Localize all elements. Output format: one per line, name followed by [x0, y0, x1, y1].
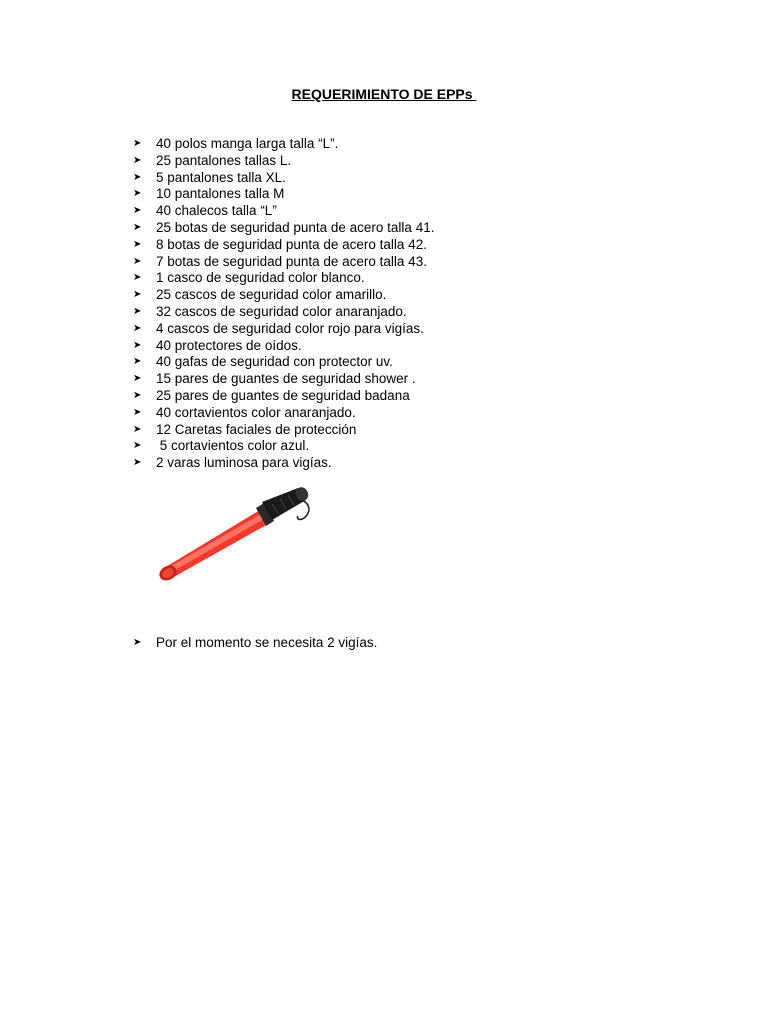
list-item — [133, 270, 434, 287]
list-item-text: 32 cascos de seguridad color anaranjado. — [156, 303, 407, 319]
list-item — [133, 186, 434, 203]
list-item-text: 15 pares de guantes de seguridad shower . — [156, 371, 416, 387]
bullet-arrow-icon — [133, 371, 156, 388]
list-item-text: 5 cortavientos color azul. — [156, 438, 310, 454]
list-item-text: 25 pantalones tallas L. — [156, 152, 292, 168]
list-item — [133, 438, 434, 455]
bullet-arrow-icon — [133, 338, 156, 355]
list-item — [133, 304, 434, 321]
list-item-text: 25 pares de guantes de seguridad badana — [156, 387, 410, 403]
list-item-text: 40 chalecos talla “L” — [156, 203, 277, 219]
bullet-arrow-icon — [133, 270, 156, 287]
list-item — [133, 136, 434, 153]
bullet-arrow-icon — [133, 405, 156, 422]
list-item — [133, 455, 434, 472]
list-item — [133, 405, 434, 422]
bullet-arrow-icon — [133, 220, 156, 237]
list-item-text: 25 cascos de seguridad color amarillo. — [156, 287, 387, 303]
list-item-text: 1 casco de seguridad color blanco. — [156, 270, 365, 286]
list-item-text: 12 Caretas faciales de protección — [156, 421, 357, 437]
list-item — [133, 220, 434, 237]
list-item — [133, 237, 434, 254]
note-text: Por el momento se necesita 2 vigías. — [156, 635, 378, 650]
list-item — [133, 388, 434, 405]
list-item — [133, 634, 377, 652]
list-item — [133, 422, 434, 439]
bullet-arrow-icon — [133, 203, 156, 220]
bullet-arrow-icon — [133, 455, 156, 472]
list-item-text: 40 polos manga larga talla “L”. — [156, 136, 339, 151]
list-item-text: 40 protectores de oídos. — [156, 337, 302, 353]
list-item-text: 7 botas de seguridad punta de acero talla 43. — [156, 253, 427, 269]
bullet-arrow-icon — [133, 237, 156, 254]
list-item — [133, 254, 434, 271]
bullet-arrow-icon — [133, 438, 156, 455]
list-item-text: 8 botas de seguridad punta de acero talla 42. — [156, 236, 427, 252]
list-item-text: 5 pantalones talla XL. — [156, 169, 286, 185]
list-item-text: 40 gafas de seguridad con protector uv. — [156, 354, 393, 370]
list-item — [133, 338, 434, 355]
page-title: REQUERIMIENTO DE EPPs — [291, 86, 477, 102]
list-item — [133, 354, 434, 371]
list-item-text: 10 pantalones talla M — [156, 186, 285, 202]
list-item — [133, 170, 434, 187]
bullet-arrow-icon — [133, 635, 156, 652]
bullet-arrow-icon — [133, 170, 156, 187]
list-item — [133, 153, 434, 170]
bullet-arrow-icon — [133, 304, 156, 321]
bullet-arrow-icon — [133, 254, 156, 271]
list-item-text: 25 botas de seguridad punta de acero talla 41. — [156, 219, 435, 235]
bullet-arrow-icon — [133, 354, 156, 371]
bullet-arrow-icon — [133, 422, 156, 439]
list-item-text: 40 cortavientos color anaranjado. — [156, 404, 356, 420]
requirements-list — [133, 136, 434, 472]
bullet-arrow-icon — [133, 136, 156, 153]
list-item — [133, 371, 434, 388]
list-item — [133, 321, 434, 338]
note-list — [133, 634, 377, 652]
bullet-arrow-icon — [133, 321, 156, 338]
traffic-baton-icon — [150, 486, 320, 592]
baton-tube — [157, 510, 268, 584]
bullet-arrow-icon — [133, 388, 156, 405]
bullet-arrow-icon — [133, 186, 156, 203]
list-item — [133, 203, 434, 220]
list-item-text: 4 cascos de seguridad color rojo para vigías. — [156, 320, 424, 336]
bullet-arrow-icon — [133, 287, 156, 304]
list-item-text: 2 varas luminosa para vigías. — [156, 455, 332, 471]
bullet-arrow-icon — [133, 153, 156, 170]
list-item — [133, 287, 434, 304]
